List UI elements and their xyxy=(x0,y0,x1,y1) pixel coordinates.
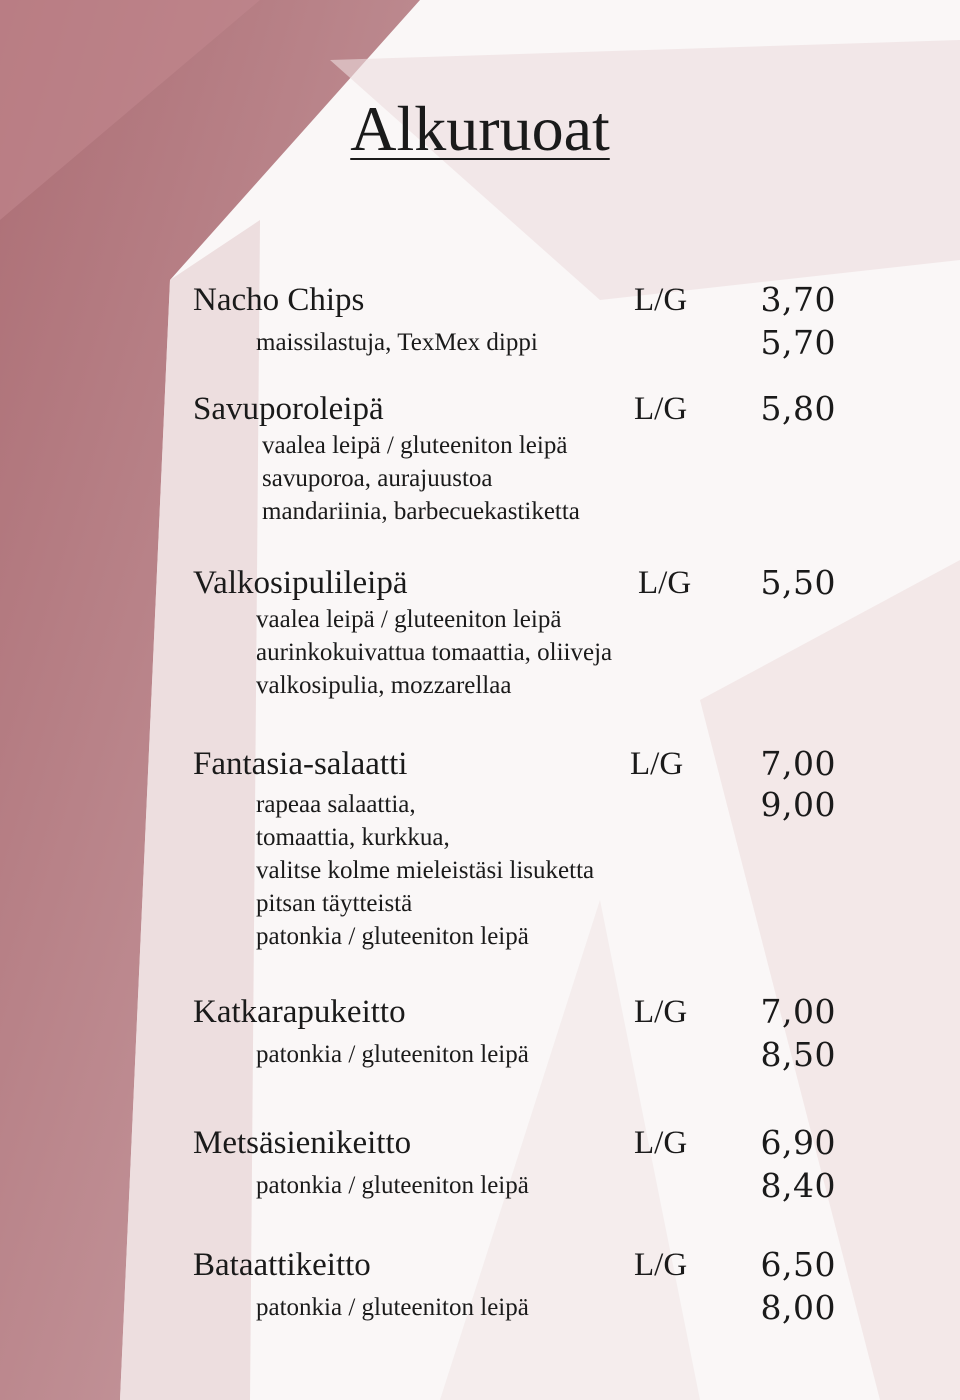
item-price: 7,00 xyxy=(760,744,836,783)
item-header xyxy=(0,280,960,320)
item-description-line xyxy=(0,1166,960,1205)
diet-tag: L/G xyxy=(634,1125,688,1161)
item-description-line xyxy=(0,1288,960,1327)
description-text: valitse kolme mieleistäsi lisuketta xyxy=(256,857,595,884)
menu-item-nacho-chips xyxy=(0,280,960,362)
menu-item-valkosipulileipa xyxy=(0,563,960,702)
diet-tag: L/G xyxy=(634,994,688,1030)
item-description-line xyxy=(0,785,960,824)
item-price: 6,90 xyxy=(760,1123,836,1162)
item-name: Valkosipulileipä xyxy=(193,565,408,601)
description-text: patonkia / gluteeniton leipä xyxy=(256,923,529,950)
menu-item-bataattikeitto xyxy=(0,1245,960,1327)
diet-tag: L/G xyxy=(638,565,692,601)
description-text: rapeaa salaattia, xyxy=(256,791,416,818)
item-price: 3,70 xyxy=(760,280,836,319)
item-header xyxy=(0,563,960,603)
item-description-line xyxy=(0,920,960,953)
diet-tag: L/G xyxy=(634,1247,688,1283)
diet-tag: L/G xyxy=(634,391,688,427)
item-description-line xyxy=(0,887,960,920)
item-name: Katkarapukeitto xyxy=(193,994,406,1030)
diet-tag: L/G xyxy=(630,746,684,782)
item-description-line xyxy=(0,603,960,636)
description-text: patonkia / gluteeniton leipä xyxy=(256,1041,529,1068)
menu-item-fantasia-salaatti xyxy=(0,744,960,953)
item-name: Savuporoleipä xyxy=(193,391,384,427)
item-header xyxy=(0,389,960,429)
description-text: patonkia / gluteeniton leipä xyxy=(256,1172,529,1199)
description-text: patonkia / gluteeniton leipä xyxy=(256,1294,529,1321)
item-price-alt: 9,00 xyxy=(760,785,836,824)
item-header xyxy=(0,1123,960,1163)
item-header xyxy=(0,1245,960,1285)
item-price-alt: 8,00 xyxy=(760,1288,836,1327)
item-description-line xyxy=(0,821,960,854)
item-price: 5,80 xyxy=(760,389,836,428)
item-name: Nacho Chips xyxy=(193,282,365,318)
item-description-line xyxy=(0,669,960,702)
menu-item-metsasienikeitto xyxy=(0,1123,960,1205)
description-text: vaalea leipä / gluteeniton leipä xyxy=(256,606,562,633)
description-text: mandariinia, barbecuekastiketta xyxy=(262,498,580,525)
page-title: Alkuruoat xyxy=(350,93,610,164)
item-description-line xyxy=(0,429,960,462)
item-description-line xyxy=(0,636,960,669)
item-description-line xyxy=(0,1035,960,1074)
description-text: savuporoa, aurajuustoa xyxy=(262,465,493,492)
item-price-alt: 5,70 xyxy=(760,323,836,362)
description-text: tomaattia, kurkkua, xyxy=(256,824,450,851)
item-description-line xyxy=(0,854,960,887)
item-name: Bataattikeitto xyxy=(193,1247,371,1283)
item-header xyxy=(0,744,960,784)
item-description-line xyxy=(0,495,960,528)
description-text: aurinkokuivattua tomaattia, oliiveja xyxy=(256,639,613,666)
item-name: Metsäsienikeitto xyxy=(193,1125,412,1161)
description-text: valkosipulia, mozzarellaa xyxy=(256,672,512,699)
item-price-alt: 8,50 xyxy=(760,1035,836,1074)
menu-item-savuporoleipa xyxy=(0,389,960,528)
menu-item-katkarapukeitto xyxy=(0,992,960,1074)
item-name: Fantasia-salaatti xyxy=(193,746,408,782)
description-text: vaalea leipä / gluteeniton leipä xyxy=(262,432,568,459)
description-text: pitsan täytteistä xyxy=(256,890,413,917)
item-price: 5,50 xyxy=(760,563,836,602)
diet-tag: L/G xyxy=(634,282,688,318)
item-price: 7,00 xyxy=(760,992,836,1031)
description-text: maissilastuja, TexMex dippi xyxy=(256,329,538,356)
item-header xyxy=(0,992,960,1032)
item-price: 6,50 xyxy=(760,1245,836,1284)
item-price-alt: 8,40 xyxy=(760,1166,836,1205)
item-description-line xyxy=(0,462,960,495)
item-description-line xyxy=(0,323,960,362)
